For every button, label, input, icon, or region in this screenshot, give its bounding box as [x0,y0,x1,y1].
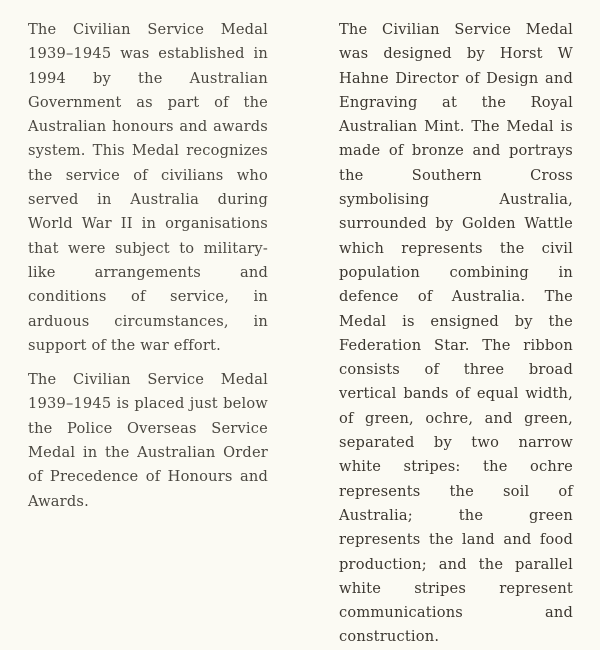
left-paragraph-establishment: The Civilian Service Medal 1939–1945 was established in 1994 by the Australian Government as part of the Australian honours and awards system. This Medal recognizes the service of civilians who served in Australia during World War II in organisations that were subject to military-like arrangements and conditions of service, in arduous circumstances, in support of the war effort. [28,21,268,354]
right-paragraph-design: The Civilian Service Medal was designed by Horst W Hahne Director of Design and Engraving at the Royal Australian Mint. The Medal is made of bronze and portrays the Southern Cross symbolising Australia, surrounded by Golden Wattle which represents the civil population combining in defence of Australia. The Medal is ensigned by the Federation Star. The ribbon consists of three broad vertical bands of equal width, of green, ochre, and green, separated by two narrow white stripes: the ochre represents the soil of Australia; the green represents the land and food production; and the parallel white stripes represent communications and construction. [339,21,573,646]
left-column [28,18,268,514]
right-column [339,18,573,650]
left-paragraph-precedence: The Civilian Service Medal 1939–1945 is placed just below the Police Overseas Service Medal in the Australian Order of Precedence of Honours and Awards. [28,371,268,510]
